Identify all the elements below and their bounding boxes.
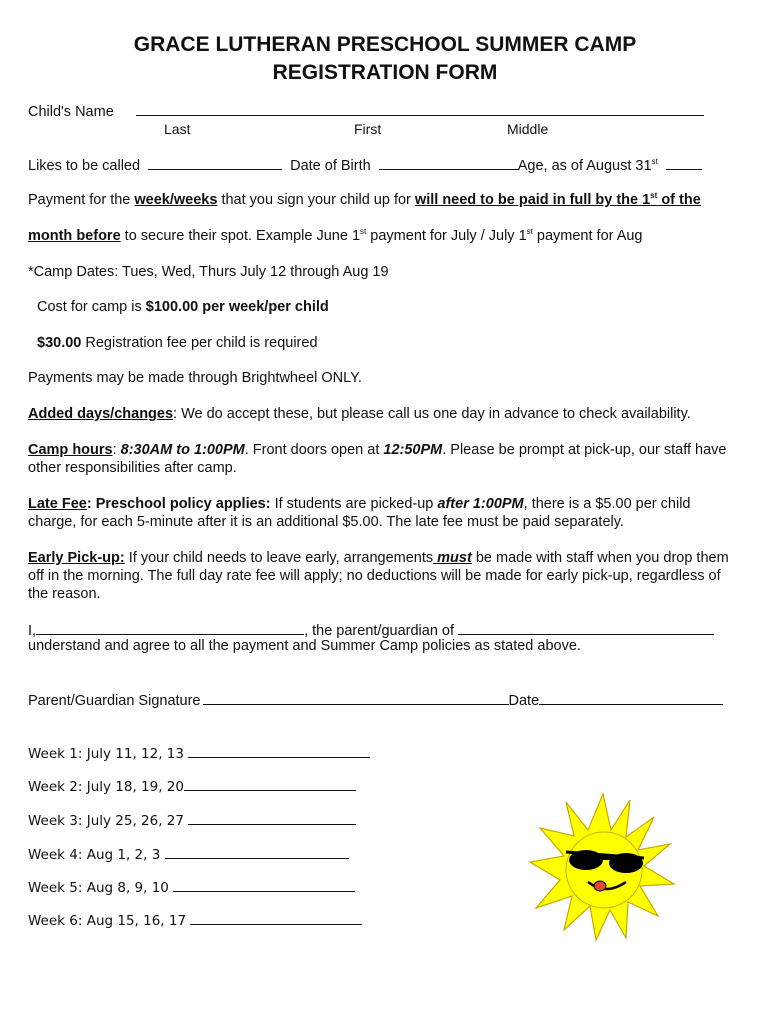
payment-line1 [28, 192, 701, 209]
middle-name-caption: Middle [507, 121, 549, 137]
early-pickup-must: must [433, 550, 472, 566]
cost-amount: $100.00 per week/per child [145, 299, 329, 315]
age-field[interactable] [666, 156, 702, 170]
reg-fee-line [37, 335, 318, 352]
week-row [28, 811, 356, 830]
week-row [28, 911, 362, 930]
doors-open-time: 12:50PM [383, 442, 443, 458]
week-2-field[interactable] [184, 777, 356, 791]
added-days-text: : We do accept these, but please call us one day in advance to check availability. [173, 406, 691, 422]
agreement-line2: understand and agree to all the payment and Summer Camp policies as stated above. [28, 638, 581, 654]
form-title-line2: REGISTRATION FORM [272, 61, 498, 84]
signature-field[interactable] [203, 691, 509, 705]
early-pickup-text-1: If your child needs to leave early, arrangements [124, 550, 434, 566]
childs-name-row [28, 102, 704, 121]
signature-row [28, 691, 723, 710]
agreement-i-label: I, [28, 623, 37, 639]
week-1-field[interactable] [188, 744, 370, 758]
camp-dates: *Camp Dates: Tues, Wed, Thurs July 12 through Aug 19 [28, 264, 389, 280]
week-label: Week 5: Aug 8, 9, 10 [28, 880, 174, 896]
camp-hours-colon: : [112, 442, 121, 458]
late-fee-after: after 1:00PM [437, 496, 524, 512]
early-pickup-text-2: be made with staff when you drop them off in the morning. The full day rate fee will apply; no deductions will be made for early pick-up, regardless of the reason. [28, 550, 729, 602]
late-fee-policy: : Preschool policy applies: [86, 496, 271, 512]
week-row [28, 845, 349, 864]
week-row [28, 744, 370, 763]
likes-field[interactable] [148, 156, 282, 170]
age-label: Age, as of August 31 [517, 158, 652, 174]
camp-hours-paragraph [28, 441, 738, 477]
first-name-caption: First [354, 121, 382, 137]
week-weeks-text: week/weeks [134, 192, 218, 208]
week-3-field[interactable] [188, 811, 356, 825]
dob-label: Date of Birth [290, 158, 371, 174]
week-5-field[interactable] [173, 878, 355, 892]
p3-sup: st [360, 227, 367, 236]
guardian-of-text: , the parent/guardian of [304, 623, 459, 639]
week-row [28, 777, 356, 796]
week-row [28, 878, 355, 897]
late-fee-label: Late Fee [28, 496, 87, 512]
last-name-caption: Last [164, 121, 191, 137]
added-days-line [28, 406, 691, 423]
month-before-text: month before [28, 228, 121, 244]
week-label: Week 3: July 25, 26, 27 [28, 813, 189, 829]
week-label: Week 6: Aug 15, 16, 17 [28, 913, 191, 929]
payment-text-3: to secure their spot. Example June 1 [120, 228, 361, 244]
date-field[interactable] [539, 691, 723, 705]
reg-fee-text: Registration fee per child is required [81, 335, 318, 351]
p4-sup: st [526, 227, 533, 236]
late-fee-text-1: If students are picked-up [270, 496, 438, 512]
early-pickup-paragraph [28, 549, 738, 603]
camp-hours-text-1: . Front doors open at [244, 442, 384, 458]
sun-with-sunglasses-icon [526, 792, 676, 942]
cost-prefix: Cost for camp is [37, 299, 146, 315]
payment-line2 [28, 228, 643, 245]
of-the-text: of the [657, 192, 701, 208]
added-days-label: Added days/changes [28, 406, 174, 422]
signature-label: Parent/Guardian Signature [28, 693, 201, 709]
late-fee-paragraph [28, 495, 738, 531]
likes-label: Likes to be called [28, 158, 141, 174]
early-pickup-label: Early Pick-up: [28, 550, 125, 566]
week-label: Week 1: July 11, 12, 13 [28, 746, 189, 762]
camp-hours-label: Camp hours [28, 442, 113, 458]
dob-field[interactable] [379, 156, 518, 170]
paid-in-full-text: will need to be paid in full by the 1 [414, 192, 651, 208]
payment-text-4: payment for July / July 1 [366, 228, 527, 244]
camp-hours-time: 8:30AM to 1:00PM [120, 442, 245, 458]
childs-name-field[interactable] [136, 102, 704, 116]
likes-row [28, 156, 702, 175]
payments-note: Payments may be made through Brightwheel ONLY. [28, 370, 362, 386]
payment-text: Payment for the [28, 192, 135, 208]
cost-line [37, 299, 329, 316]
paid-sup: st [650, 191, 658, 200]
form-title-line1: GRACE LUTHERAN PRESCHOOL SUMMER CAMP [133, 33, 637, 56]
week-6-field[interactable] [190, 911, 362, 925]
date-label: Date [508, 693, 540, 709]
late-fee-text-2: , there is a $5.00 per child charge, for each 5-minute after it is an additional $5.00. The late fee must be paid separately. [28, 496, 691, 530]
age-sup: st [651, 157, 658, 166]
payment-text-5: payment for Aug [532, 228, 643, 244]
camp-hours-text-2: . Please be prompt at pick-up, our staff have other responsibilities after camp. [28, 442, 727, 476]
parent-name-field[interactable] [36, 621, 304, 635]
payment-text-2: that you sign your child up for [217, 192, 415, 208]
week-label: Week 4: Aug 1, 2, 3 [28, 847, 165, 863]
week-4-field[interactable] [165, 845, 349, 859]
child-name-agreement-field[interactable] [458, 621, 714, 635]
childs-name-label: Child's Name [28, 104, 114, 120]
week-label: Week 2: July 18, 19, 20 [28, 779, 184, 795]
reg-fee-amount: $30.00 [37, 335, 82, 351]
